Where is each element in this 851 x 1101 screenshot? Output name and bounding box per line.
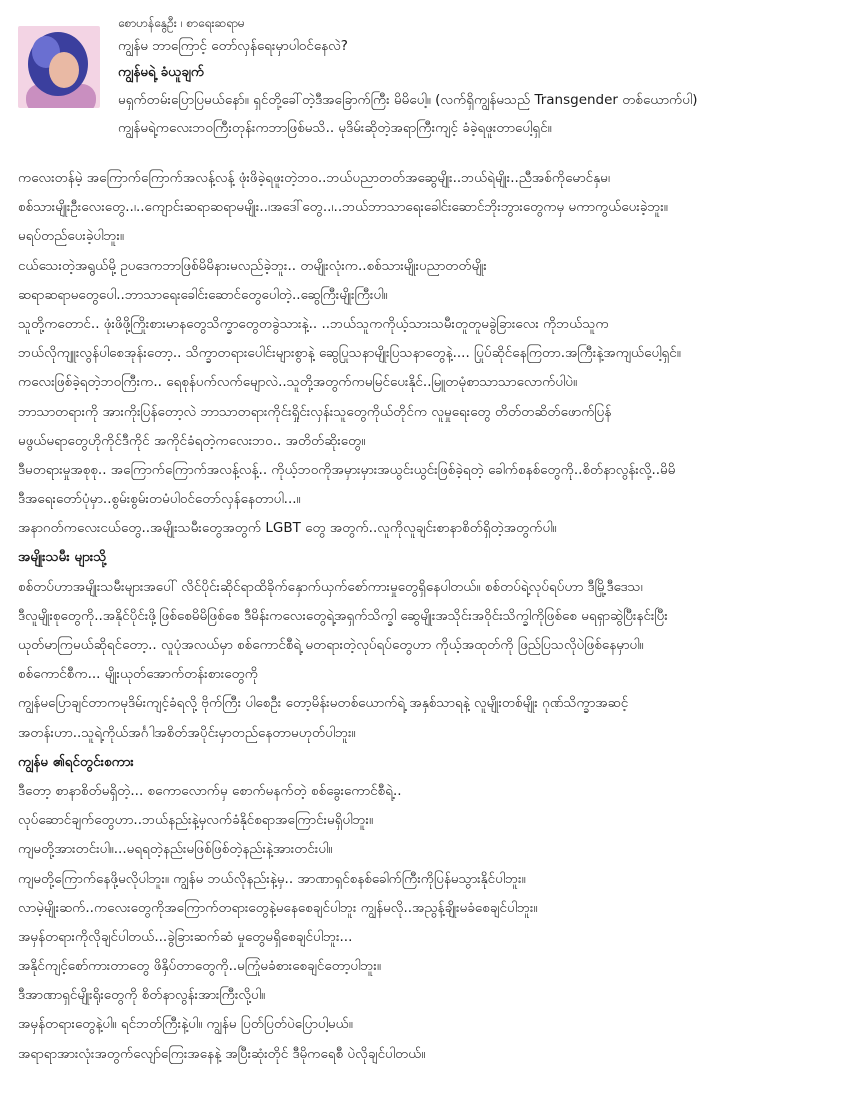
paragraph-line: အမှန်တရားကိုလိုချင်ပါတယ်...ခွဲခြားဆက်ဆံ မှုတွေမရှိစေချင်ပါဘူး... bbox=[18, 928, 353, 945]
section-heading: ကျွန်မ ၏ရင်တွင်းစကား bbox=[18, 753, 134, 770]
intro-line: ကျွန်မရဲ့ကလေးဘဝကြီးတုန်းကဘာဖြစ်မသိ.. မုဒိမ်းဆိုတဲ့အရာကြီးကျင့် ခံခဲ့ရဖူးတာပေါ့ရှင်။ bbox=[118, 120, 552, 136]
article-body bbox=[18, 164, 836, 1069]
paragraph-line: အနိုင်ကျင့်စော်ကားတာတွေ ဖိနှိပ်တာတွေကို..မကြုံမခံစားစေချင်တော့ပါဘူး။ bbox=[18, 958, 381, 975]
paragraph-line: ဒီလူမျိုးစုတွေကို..အနိုင်ပိုင်းဖို့ဖြစ်စေမိမိဖြစ်စေ ဒီမိန်းကလေးတွေရဲ့အရှက်သိက္ခါ ဆွေမျိုးအသိုင်းအဝိုင်းသိက္ခါကိုဖြစ်စေ မရရှာဆွဲပြီးနင်းပြီး bbox=[18, 607, 668, 624]
paragraph-line: ငယ်သေးတဲ့အရွယ်မို့ ဥပဒေကဘာဖြစ်မိမိနားမလည်ခဲ့ဘူး.. တမျိုးလုံးက..စစ်သားမျိုးပညာတတ်မျိုး bbox=[18, 257, 487, 274]
paragraph-line: ဘယ်လိုကျူးလွန်ပါစေအုန်းတော့.. သိက္ခာတရားပေါင်းများစွာနဲ့ ဆွေပြုသနာမျိုးပြသနာတွေနဲ့.... ပြုပ်ဆိုင်နေကြတာ.အကြီးနဲ့အကျယ်ပေါ့ရှင်။ bbox=[18, 345, 681, 362]
paragraph-line: လာမဲ့မျိုးဆက်..ကလေးတွေကိုအကြောက်တရားတွေနဲ့မနေစေချင်ပါဘူး ကျွန်မလို..အညွန့်ချိုးမခံစေချင်ပါဘူး။ bbox=[18, 899, 538, 916]
author-avatar bbox=[18, 26, 100, 108]
paragraph-line: သူတို့ကတောင်.. ဖုံးဖိဖို့ကြိုးစားမာနတွေသိက္ခာတွေတခွဲသားနဲ့.. ..ဘယ်သူကကိုယ့်သားသမီးတူတူမခွဲခြားလေး ကိုဘယ်သူက bbox=[18, 315, 609, 332]
paragraph-line: ကျွန်မပြောချင်တာကမုဒိမ်းကျင့်ခံရလို့ ဗိုက်ကြီး ပါစေဦး တော့မိန်းမတစ်ယောက်ရဲ့ အနှစ်သာရနဲ့ လူမျိုးတစ်မျိုး ဂုဏ်သိက္ခာအဆင့် bbox=[18, 695, 629, 712]
paragraph-line: အရာရာအားလုံးအတွက်လျော်ကြေးအနေနဲ့ အပြီးဆုံးတိုင် ဒီမိုကရေစီ ပဲလိုချင်ပါတယ်။ bbox=[18, 1045, 426, 1062]
paragraph-line: ဒီအာဏာရှင်မျိုးရိုးတွေကို စိတ်နာလွန်းအားကြီးလို့ပါ။ bbox=[18, 987, 266, 1004]
paragraph-line: အတန်းဟာ..သူရဲ့ကိုယ်အင်္ဂါအစိတ်အပိုင်းမှာတည်နေတာမဟုတ်ပါဘူး။ bbox=[18, 724, 356, 741]
post-title: ကျွန်မ ဘာကြောင့် တော်လှန်ရေးမှာပါဝင်နေလဲ? bbox=[118, 38, 348, 54]
paragraph-line: စစ်ကောင်စီက... မျိုးယုတ်အောက်တန်းစားတွေကို bbox=[18, 666, 258, 683]
photo-face bbox=[49, 52, 79, 88]
paragraph-line: စစ်သားမျိုးဦးလေးတွေ..၊..ကျောင်းဆရာဆရာမမျိုး..၊အဒေါ်တွေ..၊..ဘယ်ဘာသာရေးခေါင်းဆောင်ဘိုးဘွားတွေကမှ မကာကွယ်ပေးခဲ့ဘူး။ bbox=[18, 199, 668, 216]
paragraph-line: ကျမတို့အားတင်းပါ။...မရရတဲ့နည်းမဖြစ်ဖြစ်တဲ့နည်းနဲ့အားတင်းပါ။ bbox=[18, 841, 333, 858]
paragraph-line: လုပ်ဆောင်ချက်တွေဟာ..ဘယ်နည်းနဲ့မှလက်ခံနိုင်စရာအကြောင်းမရှိပါဘူး။ bbox=[18, 812, 374, 829]
paragraph-line: ဆရာဆရာမတွေပေါ..ဘာသာရေးခေါင်းဆောင်တွေပေါတဲ့..ဆွေကြီးမျိုးကြီးပါ။ bbox=[18, 286, 388, 303]
paragraph-line: ကျမတို့ကြောက်နေဖို့မလိုပါဘူး။ ကျွန်မ ဘယ်လိုနည်းနဲ့မှ.. အာဏာရှင်စနစ်ခေါက်ကြီးကိုပြန်မသွားနိုင်ပါဘူး။ bbox=[18, 870, 526, 887]
paragraph-line: မဖွယ်မရာတွေဟိုကိုင်ဒီကိုင် အကိုင်ခံရတဲ့ကလေးဘဝ.. အတိတ်ဆိုးတွေ။ bbox=[18, 432, 366, 449]
paragraph-line: ဒီအရေးတော်ပုံမှာ..စွမ်းစွမ်းတမံပါဝင်တော်လှန်နေတာပါ...။ bbox=[18, 491, 301, 508]
paragraph-line: ဘာသာတရားကို အားကိုးပြန်တော့လဲ ဘာသာတရားကိုင်းရှိုင်းလှန်းသူတွေကိုယ်တိုင်က လူမှုရေးတွေ တိတ်တဆိတ်ဖောက်ပြန် bbox=[18, 403, 612, 420]
author-photo bbox=[18, 26, 100, 108]
paragraph-line: ဒီမတရားမှုအစုစု.. အကြောက်ကြောက်အလန့်လန့်.. ကိုယ့်ဘဝကိုအမှားမှားအယွင်းယွင်းဖြစ်ခဲ့ရတဲ့ ခေါက်စနစ်တွေကို..စိတ်နာလွန်းလို့..မိမိ bbox=[18, 461, 676, 478]
byline: စောဟန်နွေဦး ၊ စာရေးဆရာမ bbox=[118, 16, 245, 30]
intro-line: မရှက်တမ်းပြောပြမယ်နော်။ ရှင်တို့ခေါ်တဲ့ဒီအခြောက်ကြီး မိမိပေါ့။ (လက်ရှိကျွန်မသည် Transgender တစ်ယောက်ပါ) bbox=[118, 92, 698, 108]
section-heading: အမျိုးသမီး များသို့ bbox=[18, 549, 107, 566]
post-meta bbox=[118, 12, 838, 142]
paragraph-line: ဒီတော့ စာနာစိတ်မရှိတဲ့... စကောလောက်မှ စောက်မနက်တဲ့ စစ်ခွေးကောင်စီရဲ့.. bbox=[18, 782, 402, 799]
paragraph-line: အမှန်တရားတွေနဲ့ပါ။ ရင်ဘတ်ကြီးနဲ့ပါ။ ကျွန်မ ပြတ်ပြတ်ပဲပြောပါ့မယ်။ bbox=[18, 1016, 353, 1033]
paragraph-line: ကလေးတန်မဲ့ အကြောက်ကြောက်အလန့်လန့် ဖုံးဖိခဲ့ရဖူးတဲ့ဘဝ..ဘယ်ပညာတတ်အဆွေမျိုး..ဘယ်ရဲမျိုး..ညီအစ်ကိုမောင်နှမ၊ bbox=[18, 170, 610, 186]
section-heading: ကျွန်မရဲ့ ခံယူချက် bbox=[118, 64, 205, 80]
post-header bbox=[18, 12, 838, 172]
paragraph-line: ကလေးဖြစ်ခဲ့ရတဲ့ဘဝကြီးက.. ရေစုန်ပက်လက်မျောလဲ..သူတို့အတွက်ကမမြင်ပေးနိုင်..မြူတမုံစာသာသာလောက်ပါပဲ။ bbox=[18, 374, 578, 391]
paragraph-line: စစ်တပ်ဟာအမျိုးသမီးများအပေါ် လိင်ပိုင်းဆိုင်ရာထိခိုက်နှောက်ယှက်စော်ကားမှုတွေရှိနေပါတယ်။ စစ်တပ်ရဲ့လုပ်ရပ်ဟာ ဒီမြို့ဒီဒေသ၊ bbox=[18, 578, 643, 595]
paragraph-line: မရပ်တည်ပေးခဲ့ပါဘူး။ bbox=[18, 228, 124, 245]
paragraph-line: ယုတ်မာကြမယ်ဆိုရင်တော့.. လူပုံအလယ်မှာ စစ်ကောင်စီရဲ့ မတရားတဲ့လုပ်ရပ်တွေဟာ ကိုယ့်အထုတ်ကို ဖြည်ပြသလိုပဲဖြစ်နေမှာပါ။ bbox=[18, 637, 644, 653]
paragraph-line: အနာဂတ်ကလေးငယ်တွေ..အမျိုးသမီးတွေအတွက် LGBT တွေ အတွက်..လူကိုလူချင်းစာနာစိတ်ရှိတဲ့အတွက်ပါ။ bbox=[18, 520, 557, 537]
